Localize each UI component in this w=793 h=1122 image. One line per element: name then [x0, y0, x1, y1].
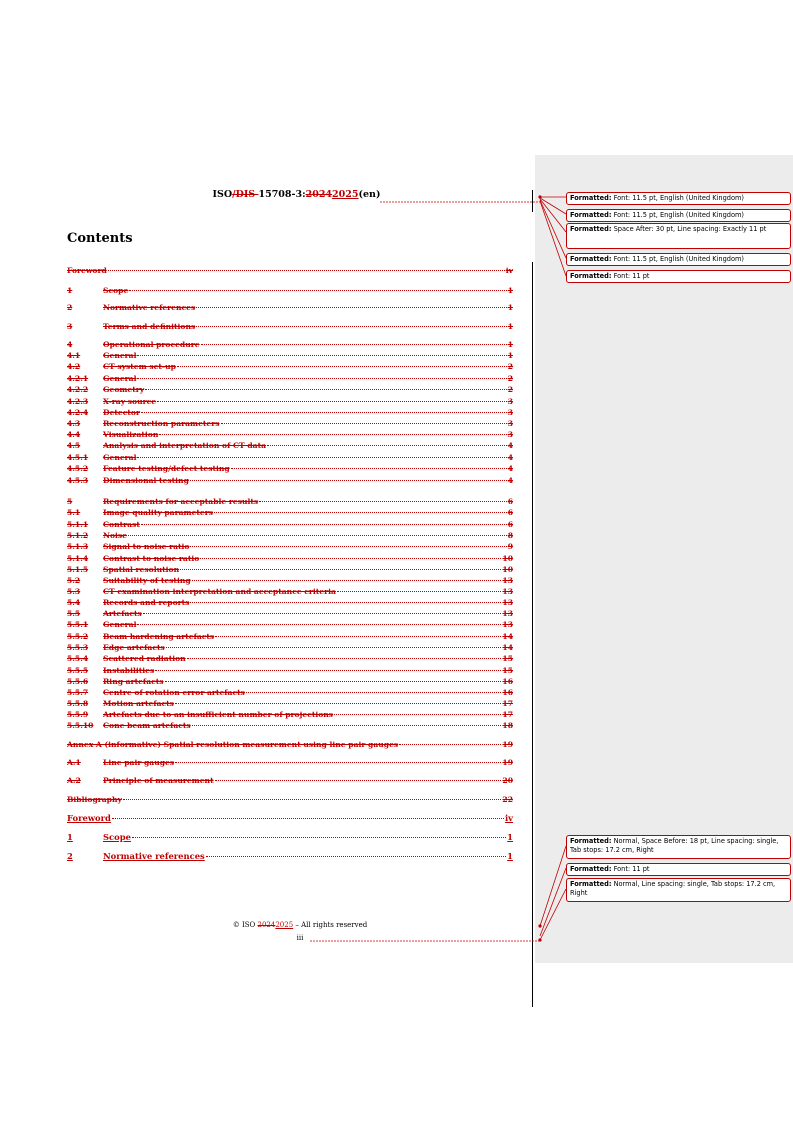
balloon-label: Formatted:: [570, 865, 612, 873]
formatting-balloon[interactable]: [566, 209, 791, 222]
toc-page: 2: [507, 362, 513, 371]
toc-number: 5: [67, 497, 73, 506]
toc-number: 5.5.3: [67, 643, 89, 652]
formatting-balloon[interactable]: [566, 223, 791, 249]
toc-leader: [399, 744, 501, 745]
toc-title: Terms and definitions: [103, 322, 196, 331]
toc-number: 5.1.1: [67, 520, 89, 529]
toc-row[interactable]: [67, 419, 513, 428]
toc-title: Foreword: [67, 813, 111, 823]
toc-row[interactable]: [67, 740, 513, 749]
toc-title: Analysis and interpretation of CT data: [103, 441, 267, 450]
toc-number: A.2: [67, 776, 81, 785]
toc-leader: [180, 569, 501, 570]
toc-row[interactable]: [67, 286, 513, 295]
toc-page: 2: [507, 374, 513, 383]
toc-number: 3: [67, 322, 73, 331]
toc-row[interactable]: [67, 666, 513, 675]
toc-number: 1: [67, 286, 73, 295]
toc-number: 5.1.4: [67, 554, 89, 563]
toc-title: Normative references: [103, 303, 196, 312]
toc-row[interactable]: [67, 351, 513, 360]
toc-page: 1: [507, 286, 513, 295]
toc-title: Ring artefacts: [103, 677, 164, 686]
toc-row[interactable]: [67, 340, 513, 349]
toc-leader: [143, 613, 502, 614]
toc-title: Geometry: [103, 385, 145, 394]
toc-leader: [177, 366, 507, 367]
toc-title: Foreword: [67, 266, 107, 275]
toc-page: 1: [507, 351, 513, 360]
header-lang: (en): [358, 189, 381, 200]
toc-row[interactable]: [67, 576, 513, 585]
balloon-text: Font: 11 pt: [611, 272, 650, 280]
toc-leader: [215, 636, 501, 637]
toc-row[interactable]: [67, 464, 513, 473]
document-header: [0, 189, 593, 200]
toc-number: 5.3: [67, 587, 81, 596]
toc-row[interactable]: [67, 677, 513, 686]
toc-number: 5.5.9: [67, 710, 89, 719]
balloon-text: Font: 11.5 pt, English (United Kingdom): [611, 211, 744, 219]
toc-title: CT examination interpretation and acceptance criteria: [103, 587, 336, 596]
toc-page: 1: [507, 303, 513, 312]
toc-leader: [196, 307, 506, 308]
toc-leader: [215, 780, 502, 781]
footer: [0, 921, 600, 929]
toc-number: 4.1: [67, 351, 81, 360]
toc-number: 4.2.1: [67, 374, 89, 383]
toc-leader: [200, 558, 501, 559]
toc-number: 4.4: [67, 430, 81, 439]
toc-title: Principle of measurement: [103, 776, 214, 785]
toc-number: A.1: [67, 758, 81, 767]
toc-row[interactable]: [67, 374, 513, 383]
toc-page: 8: [507, 531, 513, 540]
toc-row[interactable]: [67, 520, 513, 529]
toc-number: 4: [67, 340, 73, 349]
toc-page: 17: [502, 710, 513, 719]
toc-leader: [196, 326, 506, 327]
toc-row[interactable]: [67, 758, 513, 767]
toc-leader: [231, 468, 507, 469]
toc-leader: [259, 501, 507, 502]
toc-number: 5.5.6: [67, 677, 89, 686]
toc-leader: [137, 624, 501, 625]
toc-title: Contrast to noise ratio: [103, 554, 200, 563]
toc-page: iv: [505, 266, 513, 275]
toc-title: Bibliography: [67, 795, 122, 804]
toc-page: 3: [507, 397, 513, 406]
toc-number: 5.1.5: [67, 565, 89, 574]
toc-title: CT system set-up: [103, 362, 176, 371]
toc-number: 4.3: [67, 419, 81, 428]
formatting-balloon[interactable]: [566, 192, 791, 205]
toc-title: Scope: [103, 286, 129, 295]
toc-page: 4: [507, 476, 513, 485]
toc-leader: [267, 445, 507, 446]
toc-page: 1: [507, 340, 513, 349]
toc-number: 4.5.3: [67, 476, 89, 485]
toc-title: Contrast: [103, 520, 140, 529]
toc-leader: [175, 703, 501, 704]
toc-title: Suitability of testing: [103, 576, 191, 585]
toc-page: 4: [507, 453, 513, 462]
toc-leader: [192, 725, 502, 726]
toc-row[interactable]: [67, 453, 513, 462]
toc-row[interactable]: [67, 508, 513, 517]
toc-title: Cone beam artefacts: [103, 721, 191, 730]
toc-title: Signal to noise ratio: [103, 542, 190, 551]
toc-row[interactable]: [67, 598, 513, 607]
toc-title: Records and reports: [103, 598, 190, 607]
toc-leader: [137, 355, 506, 356]
toc-row[interactable]: [67, 397, 513, 406]
toc-title: Line pair gauges: [103, 758, 175, 767]
toc-leader: [214, 512, 507, 513]
toc-page: 16: [502, 677, 513, 686]
balloon-label: Formatted:: [570, 272, 612, 280]
toc-row[interactable]: [67, 362, 513, 371]
toc-leader: [337, 591, 501, 592]
toc-row[interactable]: [67, 710, 513, 719]
balloon-label: Formatted:: [570, 837, 612, 845]
formatting-balloon[interactable]: [566, 878, 791, 902]
toc-title: General: [103, 351, 137, 360]
toc-title: Annex A (informative) Spatial resolution measurement using line pair gauges: [67, 740, 399, 749]
toc-leader: [175, 762, 501, 763]
toc-page: 4: [507, 464, 513, 473]
toc-title: X-ray source: [103, 397, 157, 406]
toc-leader: [190, 546, 506, 547]
toc-row[interactable]: [67, 609, 513, 618]
balloon-text: Space After: 30 pt, Line spacing: Exactly 11 pt: [611, 225, 767, 233]
header-year-deleted: 2024: [305, 189, 333, 200]
toc-number: 5.1: [67, 508, 81, 517]
toc-row[interactable]: [67, 542, 513, 551]
footer-year-inserted: 2025: [275, 921, 294, 929]
toc-number: 5.5: [67, 609, 81, 618]
toc-page: 1: [507, 832, 513, 842]
toc-title: Centre of rotation error artefacts: [103, 688, 245, 697]
footer-year-deleted: 2024: [257, 921, 276, 929]
toc-number: 4.5.1: [67, 453, 89, 462]
toc-leader: [201, 344, 507, 345]
toc-row[interactable]: [67, 408, 513, 417]
toc-page: 13: [502, 576, 513, 585]
toc-leader: [192, 580, 502, 581]
toc-page: 22: [502, 795, 513, 804]
toc-title: Artefacts due to an insufficient number of projections: [103, 710, 334, 719]
toc-row[interactable]: [67, 587, 513, 596]
toc-page: 18: [502, 721, 513, 730]
toc-number: 1: [67, 832, 73, 842]
toc-row[interactable]: [67, 688, 513, 697]
toc-page: 6: [507, 520, 513, 529]
toc-page: 14: [502, 632, 513, 641]
toc-leader: [128, 535, 507, 536]
toc-title: Artefacts: [103, 609, 142, 618]
toc-title: Reconstruction parameters: [103, 419, 220, 428]
toc-leader: [166, 647, 502, 648]
toc-title: Feature testing/defect testing: [103, 464, 230, 473]
toc-title: Motion artefacts: [103, 699, 174, 708]
toc-row[interactable]: [67, 385, 513, 394]
toc-title: Detector: [103, 408, 140, 417]
toc-row[interactable]: [67, 721, 513, 730]
toc-leader: [187, 658, 502, 659]
toc-page: 19: [502, 758, 513, 767]
toc-number: 4.2.3: [67, 397, 89, 406]
toc-title: Requirements for acceptable results: [103, 497, 259, 506]
toc-page: iv: [504, 813, 513, 823]
toc-number: 4.2.2: [67, 385, 89, 394]
toc-number: 5.5.5: [67, 666, 89, 675]
toc-page: 16: [502, 688, 513, 697]
formatting-balloon[interactable]: [566, 253, 791, 266]
toc-row[interactable]: [67, 565, 513, 574]
toc-row[interactable]: [67, 303, 513, 312]
toc-leader: [246, 692, 502, 693]
toc-title: General: [103, 620, 137, 629]
toc-title: General: [103, 374, 137, 383]
toc-page: 3: [507, 419, 513, 428]
toc-page: 4: [507, 441, 513, 450]
toc-leader: [190, 602, 501, 603]
toc-row[interactable]: [67, 795, 513, 804]
toc-number: 2: [67, 303, 73, 312]
toc-title: Dimensional testing: [103, 476, 189, 485]
toc-page: 13: [502, 609, 513, 618]
toc-row[interactable]: [67, 643, 513, 652]
toc-row[interactable]: [67, 497, 513, 506]
toc-page: 6: [507, 508, 513, 517]
contents-title: Contents: [67, 231, 133, 246]
toc-title: Image quality parameters: [103, 508, 214, 517]
toc-number: 5.1.2: [67, 531, 89, 540]
toc-row[interactable]: [67, 476, 513, 485]
header-number: 15708-3:: [258, 189, 306, 200]
toc-leader: [132, 837, 506, 838]
toc-number: 4.5: [67, 441, 81, 450]
toc-leader: [141, 524, 507, 525]
toc-page: 10: [502, 565, 513, 574]
toc-page: 9: [507, 542, 513, 551]
balloon-text: Font: 11.5 pt, English (United Kingdom): [611, 255, 744, 263]
formatting-balloon[interactable]: [566, 835, 791, 859]
toc-leader: [155, 670, 501, 671]
toc-row[interactable]: [67, 531, 513, 540]
balloon-label: Formatted:: [570, 225, 612, 233]
toc-row[interactable]: [67, 441, 513, 450]
header-year-inserted: 2025: [332, 189, 359, 200]
toc-leader: [334, 714, 501, 715]
toc-title: Scattered radiation: [103, 654, 186, 663]
toc-leader: [137, 378, 506, 379]
toc-number: 5.1.3: [67, 542, 89, 551]
toc-leader: [123, 799, 502, 800]
toc-row[interactable]: [67, 554, 513, 563]
toc-row[interactable]: [67, 833, 513, 842]
header-dis-deleted: /DIS: [232, 189, 259, 200]
change-bar: [532, 262, 533, 1007]
footer-prefix: © ISO: [232, 921, 258, 929]
toc-page: 15: [502, 666, 513, 675]
toc-row[interactable]: [67, 776, 513, 785]
toc-leader: [157, 401, 507, 402]
toc-leader: [141, 412, 507, 413]
toc-page: 3: [507, 430, 513, 439]
toc-leader: [165, 681, 502, 682]
toc-title: Noise: [103, 531, 127, 540]
toc-leader: [221, 423, 507, 424]
footer-suffix: – All rights reserved: [293, 921, 368, 929]
balloon-text: Font: 11.5 pt, English (United Kingdom): [611, 194, 744, 202]
toc-page: 3: [507, 408, 513, 417]
toc-title: Visualization: [103, 430, 159, 439]
formatting-balloon[interactable]: [566, 863, 791, 876]
balloon-text: Font: 11 pt: [611, 865, 650, 873]
toc-title: Normative references: [103, 851, 205, 861]
toc-row[interactable]: [67, 266, 513, 275]
toc-row[interactable]: [67, 620, 513, 629]
toc-row[interactable]: [67, 852, 513, 861]
toc-leader: [129, 290, 506, 291]
toc-title: General: [103, 453, 137, 462]
toc-row[interactable]: [67, 654, 513, 663]
toc-leader: [137, 457, 506, 458]
toc-number: 5.2: [67, 576, 81, 585]
toc-number: 4.2.4: [67, 408, 89, 417]
balloon-label: Formatted:: [570, 194, 612, 202]
toc-page: 13: [502, 620, 513, 629]
formatting-balloon[interactable]: [566, 270, 791, 283]
toc-leader: [112, 818, 504, 819]
toc-leader: [145, 389, 507, 390]
toc-page: 19: [502, 740, 513, 749]
toc-number: 5.5.7: [67, 688, 89, 697]
page-number: iii: [296, 934, 304, 942]
toc-leader: [190, 480, 507, 481]
toc-leader: [206, 856, 506, 857]
toc-number: 4.5.2: [67, 464, 89, 473]
toc-title: Scope: [103, 832, 131, 842]
toc-title: Instabilities: [103, 666, 155, 675]
toc-number: 5.4: [67, 598, 81, 607]
toc-page: 1: [507, 322, 513, 331]
balloon-text: Normal, Space Before: 18 pt, Line spacing: single, Tab stops: 17.2 cm, Right: [570, 837, 779, 854]
toc-page: 14: [502, 643, 513, 652]
toc-number: 5.5.10: [67, 721, 94, 730]
balloon-label: Formatted:: [570, 255, 612, 263]
toc-page: 13: [502, 587, 513, 596]
toc-row[interactable]: [67, 322, 513, 331]
toc-number: 5.5.8: [67, 699, 89, 708]
toc-page: 13: [502, 598, 513, 607]
toc-page: 10: [502, 554, 513, 563]
toc-row[interactable]: [67, 430, 513, 439]
toc-leader: [159, 434, 506, 435]
balloon-label: Formatted:: [570, 880, 612, 888]
toc-row[interactable]: [67, 814, 513, 823]
toc-number: 4.2: [67, 362, 81, 371]
toc-number: 5.5.2: [67, 632, 89, 641]
toc-row[interactable]: [67, 699, 513, 708]
toc-title: Beam hardening artefacts: [103, 632, 215, 641]
toc-leader: [108, 270, 505, 271]
header-iso: ISO: [212, 189, 233, 200]
toc-page: 1: [507, 851, 513, 861]
toc-page: 17: [502, 699, 513, 708]
toc-page: 15: [502, 654, 513, 663]
balloon-text: Normal, Line spacing: single, Tab stops: 17.2 cm, Right: [570, 880, 776, 897]
toc-number: 5.5.1: [67, 620, 89, 629]
toc-number: 5.5.4: [67, 654, 89, 663]
toc-number: 2: [67, 851, 73, 861]
toc-page: 2: [507, 385, 513, 394]
toc-title: Operational procedure: [103, 340, 200, 349]
balloon-label: Formatted:: [570, 211, 612, 219]
toc-row[interactable]: [67, 632, 513, 641]
toc-page: 20: [502, 776, 513, 785]
toc-page: 6: [507, 497, 513, 506]
toc-title: Spatial resolution: [103, 565, 180, 574]
toc-title: Edge artefacts: [103, 643, 165, 652]
